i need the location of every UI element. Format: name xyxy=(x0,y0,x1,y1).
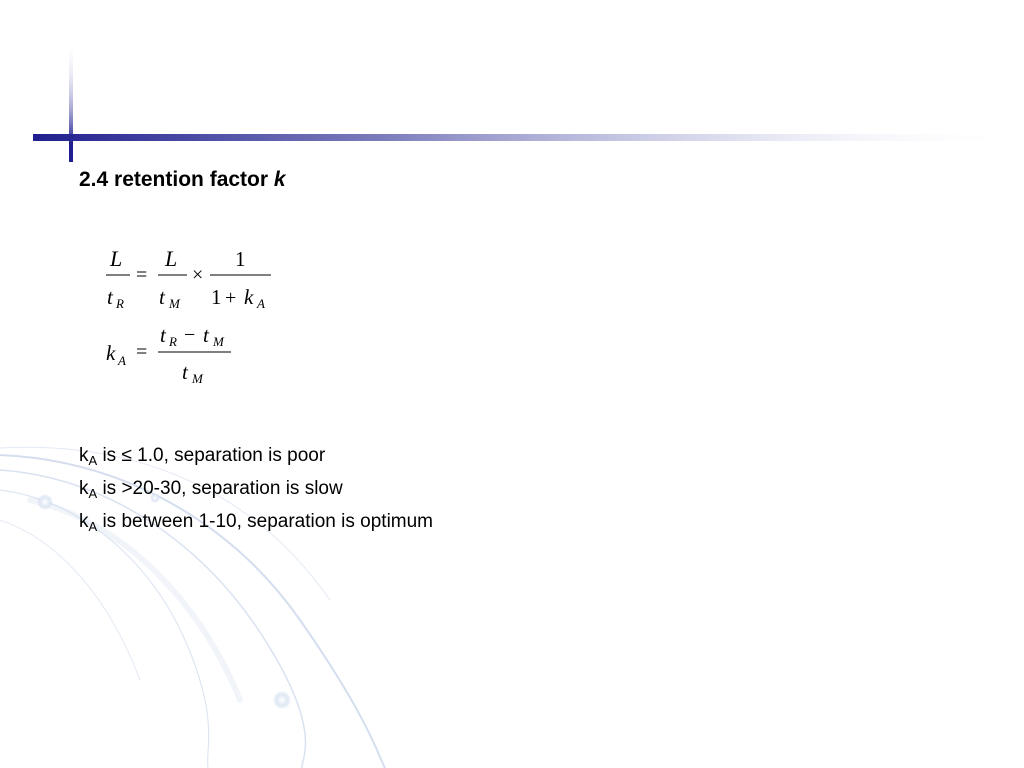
slide-title xyxy=(79,166,286,194)
eq2-denominator-sub: M xyxy=(192,371,203,386)
decor-dot xyxy=(273,691,291,709)
vertical-accent-bar xyxy=(69,40,73,162)
list-item-text: is between 1-10, separation is optimum xyxy=(97,511,434,532)
title-text: 2.4 retention factor xyxy=(79,168,274,191)
eq1-times: × xyxy=(192,264,204,286)
equation-retention-relation xyxy=(106,246,271,311)
list-item-sub: A xyxy=(88,453,98,468)
eq1-rhs-denominator-one: 1 xyxy=(211,285,222,309)
eq1-rhs-denominator-sub: A xyxy=(257,296,265,311)
eq1-mid-denominator-sub: M xyxy=(169,296,180,311)
eq2-lhs-sub: A xyxy=(118,353,126,368)
eq1-rhs-denominator-plus: + xyxy=(225,287,237,309)
eq2-numerator-minus: − xyxy=(184,324,196,346)
eq2-numerator-sub2: M xyxy=(213,334,224,349)
eq2-numerator-t2: t xyxy=(203,323,209,347)
list-item-sub: A xyxy=(88,486,98,501)
eq2-numerator-sub1: R xyxy=(169,334,177,349)
eq2-equals: = xyxy=(136,341,148,363)
eq1-rhs-denominator-var: k xyxy=(244,285,254,309)
eq2-lhs-var: k xyxy=(106,341,116,365)
title-variable: k xyxy=(273,168,286,191)
eq1-lhs-numerator: L xyxy=(110,246,123,271)
list-item-var: k xyxy=(79,445,89,466)
list-item-text: is ≤ 1.0, separation is poor xyxy=(97,445,326,466)
eq1-equals: = xyxy=(136,264,148,286)
list-item-text: is >20-30, separation is slow xyxy=(97,478,343,499)
equation-retention-factor xyxy=(106,323,231,386)
list-item xyxy=(79,472,679,505)
eq1-lhs-denominator-sub: R xyxy=(116,296,124,311)
eq1-mid-numerator: L xyxy=(165,246,178,271)
list-item-sub: A xyxy=(88,519,98,534)
eq1-mid-denominator-var: t xyxy=(159,285,165,309)
list-item-var: k xyxy=(79,511,89,532)
list-item-var: k xyxy=(79,478,89,499)
decor-dot xyxy=(37,494,53,510)
eq2-denominator-var: t xyxy=(182,360,188,384)
equations xyxy=(96,234,296,396)
interpretation-list xyxy=(79,439,679,538)
list-item xyxy=(79,439,679,472)
eq1-lhs-denominator-var: t xyxy=(107,285,113,309)
list-item xyxy=(79,505,679,538)
eq2-numerator-t1: t xyxy=(160,323,166,347)
eq1-rhs-numerator: 1 xyxy=(235,247,246,271)
horizontal-accent-bar xyxy=(33,134,1023,141)
